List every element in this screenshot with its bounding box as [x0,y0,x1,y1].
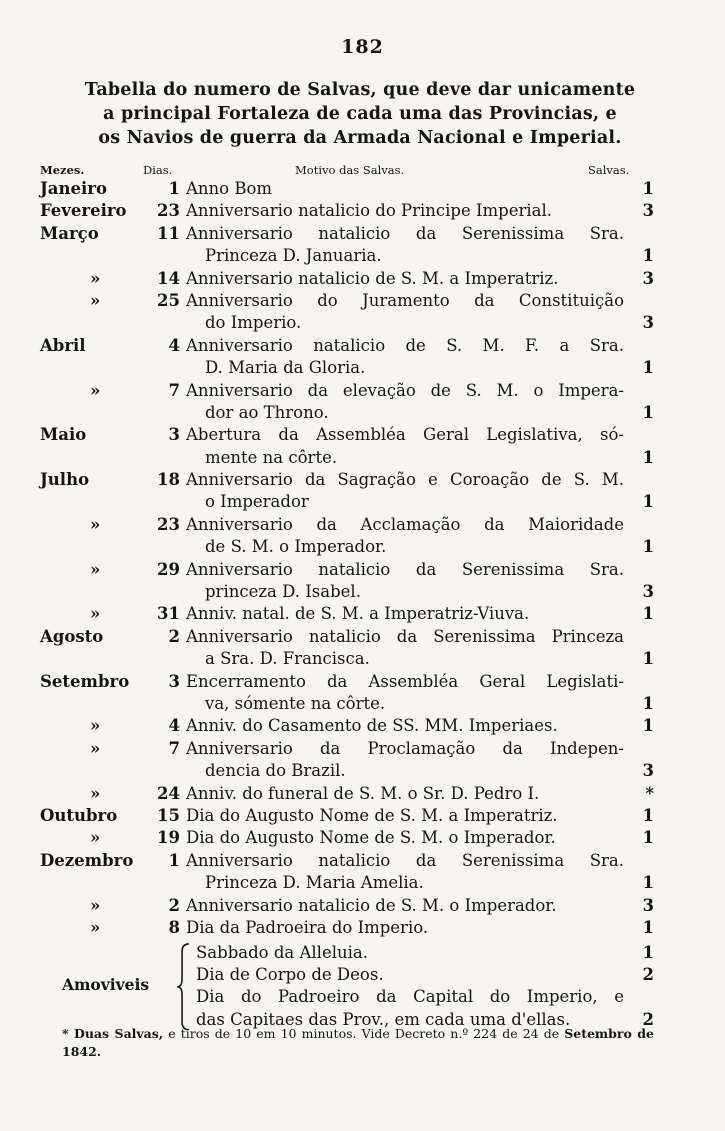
page-number: 182 [341,36,384,58]
motive-cell: Anniversario da Acclamação da Maioridade [186,514,624,534]
title-line-2: a principal Fortaleza de cada uma das Provincias, e [103,104,617,124]
day-cell: 2 [168,626,180,646]
salvos-cell: 1 [642,693,654,713]
day-cell: 7 [168,380,180,400]
salvo-table [0,178,725,939]
table-row [0,648,725,670]
month-cell: » [90,783,101,803]
day-cell: 4 [168,335,180,355]
footnote-text-2: Setembro de 1842. [62,1026,654,1059]
motive-cell: Anniv. natal. de S. M. a Imperatriz-Viuva. [186,604,530,624]
month-cell: » [90,559,101,579]
month-cell: Janeiro [40,179,107,198]
motive-cell: Dia do Augusto Nome de S. M. a Imperatriz. [186,805,558,825]
month-cell: » [90,290,101,310]
motive-cell: Dia da Padroeira do Imperio. [186,917,429,937]
day-cell: 31 [157,604,180,624]
day-cell: 7 [168,738,180,758]
salvos-cell: 1 [642,179,654,198]
month-cell: Dezembro [40,850,134,870]
salvos-cell: 3 [642,761,654,781]
table-row [0,491,725,513]
month-cell: Outubro [40,805,118,825]
salvos-cell: 3 [642,582,654,602]
month-cell: Fevereiro [40,201,127,221]
table-row [0,312,725,334]
footnote-text: e tiros de 10 em 10 minutos. Vide Decreto n.º 224 de 24 de [168,1026,560,1041]
motive-cell: do Imperio. [205,313,302,333]
table-row [0,447,725,469]
column-header-months: Mezes. [40,163,85,177]
month-cell: » [90,268,101,288]
table-row [0,200,725,222]
day-cell: 18 [157,470,180,490]
motive-cell: Anniversario natalicio da Serenissima Sra. [186,850,624,870]
day-cell: 19 [157,828,180,848]
salvos-cell: 1 [642,537,654,557]
salvos-cell: 1 [642,805,654,825]
table-row [0,872,725,894]
month-cell: » [90,514,101,534]
motive-cell: Abertura da Assembléa Geral Legislativa, só- [186,425,624,445]
salvos-cell: 1 [642,873,654,893]
table-row [0,178,725,200]
motive-cell: D. Maria da Gloria. [205,358,366,378]
motive-cell: Princeza D. Maria Amelia. [205,873,424,893]
month-cell: » [90,716,101,736]
salvos-cell: 1 [642,402,654,422]
table-row [0,738,725,760]
salvos-cell: 1 [642,828,654,848]
moveable-row [0,942,725,964]
table-row [0,603,725,625]
table-row [0,783,725,805]
table-title [40,78,680,150]
day-cell: 23 [157,201,180,221]
month-cell: » [90,917,101,937]
table-row [0,536,725,558]
table-row [0,715,725,737]
day-cell: 14 [157,268,180,288]
motive-cell: Anno Bom [186,179,273,198]
month-cell: » [90,828,101,848]
column-header-motive: Motivo das Salvas. [295,163,405,177]
day-cell: 3 [168,425,180,445]
salvos-cell: 3 [642,895,654,915]
moveable-motive-cell: Sabbado da Alleluia. [196,942,368,962]
month-cell: » [90,738,101,758]
table-row [0,245,725,267]
month-cell: Agosto [40,626,104,646]
salvos-cell: 3 [642,201,654,221]
month-cell: » [90,604,101,624]
day-cell: 2 [168,895,180,915]
motive-cell: o Imperador [205,492,309,512]
day-cell: 29 [157,559,180,579]
motive-cell: Anniversario natalicio da Serenissima Sra. [186,223,624,243]
motive-cell: Dia do Augusto Nome de S. M. o Imperador. [186,828,556,848]
motive-cell: princeza D. Isabel. [205,582,361,602]
motive-cell: mente na côrte. [205,447,338,467]
table-row [0,357,725,379]
day-cell: 8 [168,917,180,937]
day-cell: 15 [157,805,180,825]
motive-cell: Anniversario natalicio da Serenissima Sra. [186,559,624,579]
motive-cell: dor ao Throno. [205,402,329,422]
day-cell: 24 [157,783,180,803]
moveable-row [0,964,725,986]
table-row [0,895,725,917]
salvos-cell: 1 [642,604,654,624]
motive-cell: Anniversario da Sagração e Coroação de S. M. [186,470,624,490]
month-cell: Maio [40,425,87,445]
moveable-motive-cell: Dia do Padroeiro da Capital do Imperio, e [196,987,624,1007]
column-header-days: Dias. [143,163,173,177]
column-headers [40,163,660,179]
moveable-salvos-cell: 2 [642,1009,654,1029]
month-cell: Setembro [40,671,130,691]
motive-cell: Anniversario da elevação de S. M. o Impera- [186,380,624,400]
moveable-rows [0,942,725,1032]
month-cell: Abril [40,335,86,355]
motive-cell: de S. M. o Imperador. [205,537,387,557]
salvos-cell: * [645,783,654,803]
motive-cell: Anniversario natalicio de S. M. F. a Sra. [186,335,624,355]
table-row [0,514,725,536]
table-row [0,693,725,715]
table-row [0,827,725,849]
day-cell: 23 [157,514,180,534]
table-row [0,760,725,782]
motive-cell: Anniversario da Proclamação da Indepen- [186,738,624,758]
motive-cell: Anniversario natalicio da Serenissima Princeza [186,626,624,646]
month-cell: » [90,895,101,915]
salvos-cell: 3 [642,313,654,333]
table-row [0,402,725,424]
month-cell: Julho [40,470,90,490]
motive-cell: Anniversario do Juramento da Constituição [186,290,624,310]
motive-cell: Encerramento da Assembléa Geral Legislati- [186,671,624,691]
month-cell: Março [40,223,99,243]
motive-cell: Anniv. do funeral de S. M. o Sr. D. Pedro I. [186,783,540,803]
day-cell: 25 [157,290,180,310]
moveable-feasts-group [0,942,725,1032]
motive-cell: Anniversario natalicio do Principe Imperial. [186,201,552,221]
footnote-marker: * Duas Salvas, [62,1026,164,1041]
salvos-cell: 3 [642,268,654,288]
table-row [0,626,725,648]
day-cell: 3 [168,671,180,691]
month-cell: » [90,380,101,400]
moveable-motive-cell: Dia de Corpo de Deos. [196,964,384,984]
day-cell: 1 [168,179,180,198]
table-row [0,469,725,491]
motive-cell: Anniversario natalicio de S. M. a Imperatriz. [186,268,559,288]
salvos-cell: 1 [642,716,654,736]
column-header-salvos: Salvas. [588,163,630,177]
table-row [0,223,725,245]
salvos-cell: 1 [642,917,654,937]
motive-cell: a Sra. D. Francisca. [205,649,370,669]
motive-cell: Anniv. do Casamento de SS. MM. Imperiaes. [186,716,558,736]
moveable-salvos-cell: 2 [642,964,654,984]
moveable-salvos-cell: 1 [642,942,654,962]
motive-cell: va, sómente na côrte. [205,693,386,713]
motive-cell: Anniversario natalicio de S. M. o Imperador. [186,895,557,915]
table-row [0,805,725,827]
table-row [0,581,725,603]
table-row [0,380,725,402]
moveable-motive-cell: das Capitaes das Prov., em cada uma d'ellas. [196,1009,571,1029]
salvos-cell: 1 [642,447,654,467]
table-row [0,335,725,357]
table-row [0,559,725,581]
title-line-1: Tabella do numero de Salvas, que deve dar unicamente [84,80,636,100]
moveable-row [0,986,725,1008]
salvos-cell: 1 [642,492,654,512]
table-row [0,290,725,312]
table-row [0,917,725,939]
day-cell: 1 [168,850,180,870]
day-cell: 11 [157,223,180,243]
table-row [0,671,725,693]
salvos-cell: 1 [642,246,654,266]
title-line-3: os Navios de guerra da Armada Nacional e Imperial. [98,128,622,148]
day-cell: 4 [168,716,180,736]
table-row [0,268,725,290]
table-row [0,424,725,446]
moveable-label: Amoviveis [62,975,150,995]
salvos-cell: 1 [642,649,654,669]
motive-cell: Princeza D. Januaria. [205,246,382,266]
footnote [62,1025,654,1061]
motive-cell: dencia do Brazil. [205,761,346,781]
salvos-cell: 1 [642,358,654,378]
table-row [0,850,725,872]
